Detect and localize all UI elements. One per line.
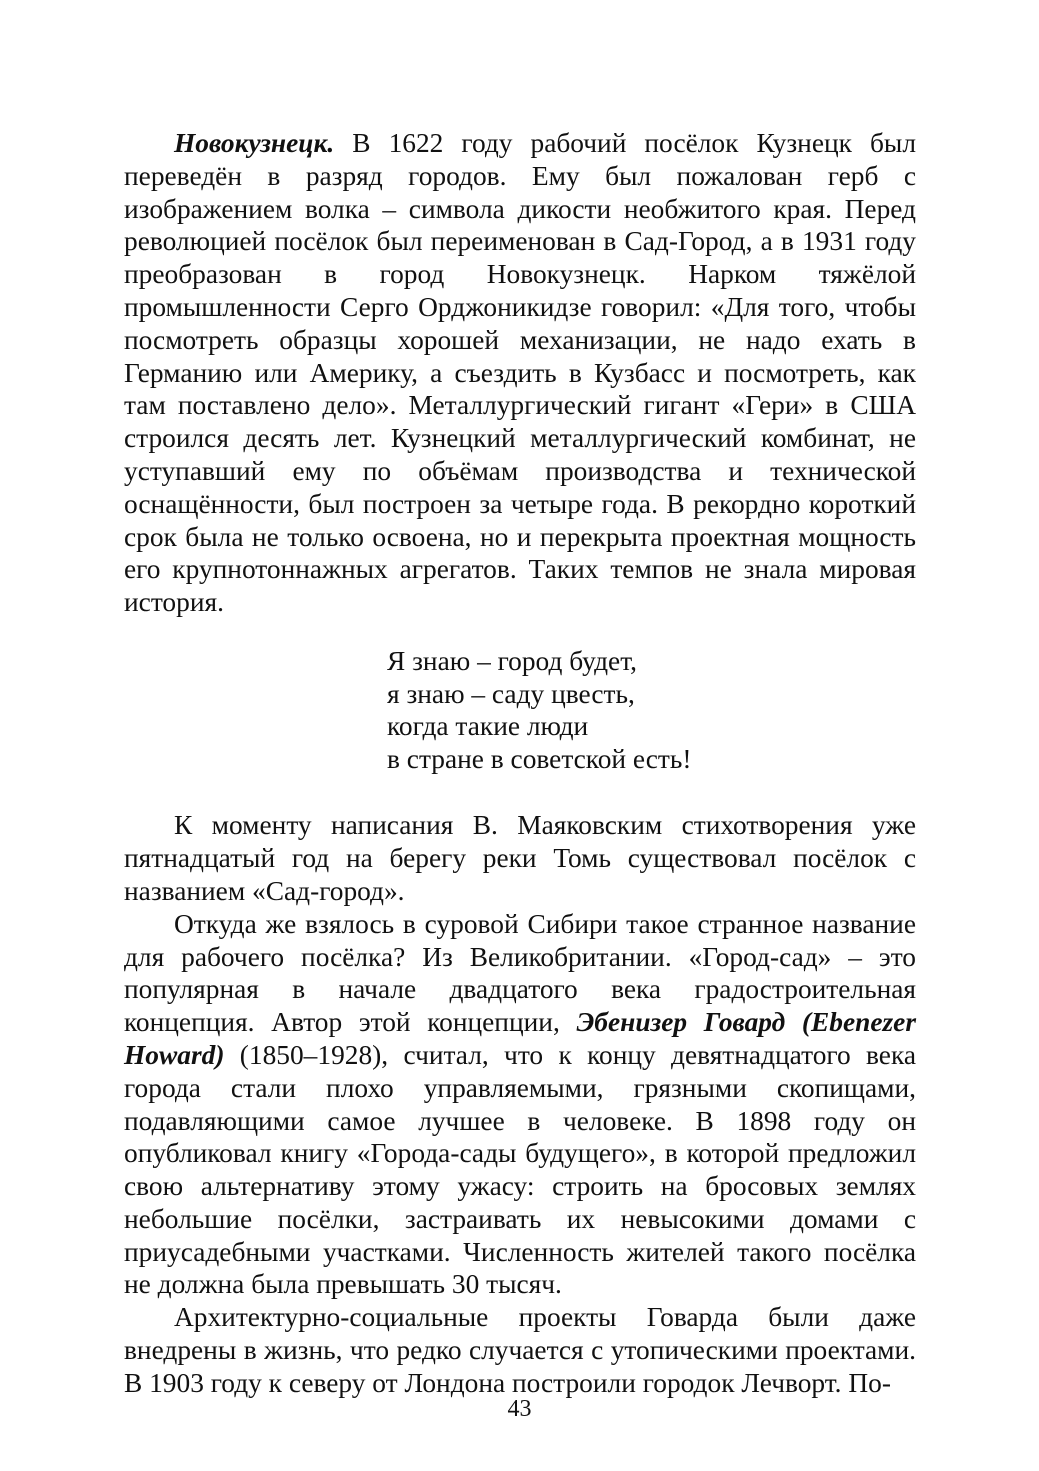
- paragraph-text: (1850–1928), считал, что к концу девятнадцатого века города стали плохо управляемыми, грязными скопищами, подавляющими самое лучшее в человеке. В 1898 году он опубликовал книгу «Города-сады будущего», в которой предложил свою альтернативу этому ужасу: строить на бросовых землях небольшие посёлки, застраивать их невысокими домами с приусадебными участками. Численность жителей такого посёлка не должна была превышать 30 тысяч.: [124, 1039, 916, 1300]
- paragraph-novokuznetsk: [124, 127, 916, 619]
- paragraph-text: В 1622 году рабочий посёлок Кузнецк был переведён в разряд городов. Ему был пожалован герб с изображением волка – символа дикости необжитого края. Перед революцией посёлок был переименован в Сад-Город, а в 1931 году преобразован в город Новокузнецк. Нарком тяжёлой промышленности Серго Орджоникидзе говорил: «Для того, чтобы посмотреть образцы хорошей механизации, не надо ехать в Германию или Америку, а съездить в Кузбасс и посмотреть, как там поставлено дело». Металлургический гигант «Гери» в США строился десять лет. Кузнецкий металлургический комбинат, не уступавший ему по объёмам производства и технической оснащённости, был построен за четыре года. В рекордно короткий срок была не только освоена, но и перекрыта проектная мощность его крупнотоннажных агрегатов. Таких темпов не знала мировая история.: [124, 128, 916, 618]
- poem-line: Я знаю – город будет,: [387, 645, 637, 676]
- paragraph-mayakovsky: К моменту написания В. Маяковским стихотворения уже пятнадцатый год на берегу реки Томь существовал посёлок с названием «Сад-город».: [124, 810, 916, 906]
- poem-quote: [387, 645, 916, 775]
- author-name-emphasis: Эбенизер Говард (Ebenezer Howard): [124, 1007, 916, 1070]
- paragraph-text: Откуда же взялось в суровой Сибири такое странное название для рабочего посёлка? Из Великобритании. «Город-сад» – это популярная в начале двадцатого века градостроительная концепция. Автор этой концепции,: [124, 908, 916, 1038]
- poem-line: я знаю – саду цвесть,: [387, 678, 635, 709]
- page-number: 43: [507, 1396, 532, 1422]
- paragraph-howard-projects: Архитектурно-социальные проекты Говарда были даже внедрены в жизнь, что редко случается с утопическими проектами. В 1903 году к северу от Лондона построили городок Лечворт. По-: [124, 1302, 916, 1398]
- paragraph-garden-city: [124, 908, 916, 1302]
- page-body: [124, 127, 916, 1400]
- paragraph-lead-term: Новокузнецк.: [174, 128, 335, 158]
- poem-line: когда такие люди: [387, 711, 589, 742]
- poem-line: в стране в советской есть!: [387, 743, 692, 774]
